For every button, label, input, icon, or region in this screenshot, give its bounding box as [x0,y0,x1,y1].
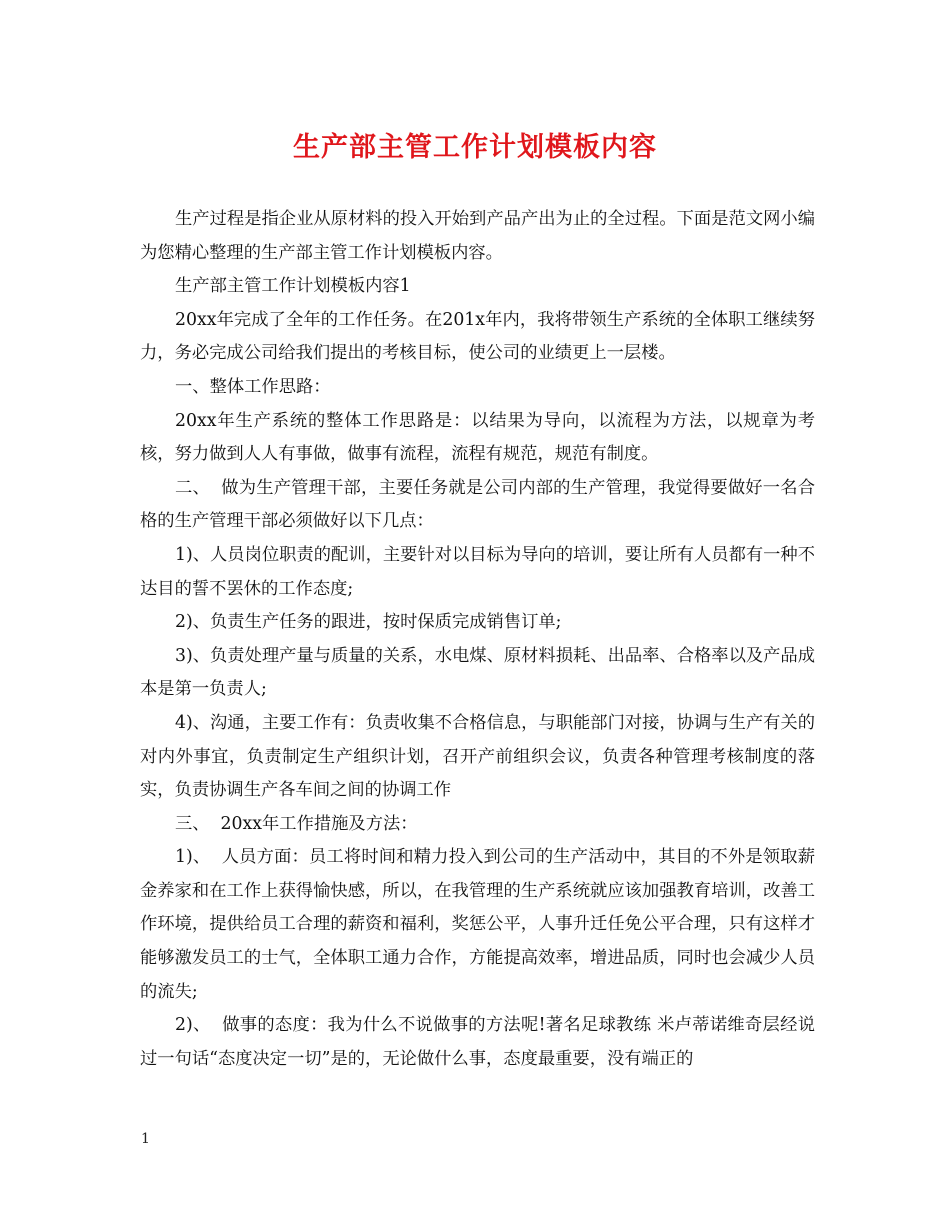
list-item: 3)、负责处理产量与质量的关系，水电煤、原材料损耗、出品率、合格率以及产品成本是第一负责人; [140,645,815,700]
paragraph: 20xx年完成了全年的工作任务。在201x年内，我将带领生产系统的全体职工继续努力，务必完成公司给我们提出的考核目标，使公司的业绩更上一层楼。 [140,309,815,364]
section-heading: 二、 做为生产管理干部，主要任务就是公司内部的生产管理，我觉得要做好一名合格的生产管理干部必须做好以下几点： [140,477,815,532]
list-item: 2)、 做事的态度：我为什么不说做事的方法呢!著名足球教练 米卢蒂诺维奇层经说过一句话“态度决定一切”是的，无论做什么事，态度最重要，没有端正的 [140,1015,815,1069]
list-item: 1)、人员岗位职责的配训，主要针对以目标为导向的培训，要让所有人员都有一种不达目的誓不罢休的工作态度; [140,544,815,599]
document-body [140,203,815,1076]
page-number: 1 [141,1131,150,1147]
section-heading: 一、整体工作思路： [175,376,331,397]
section-heading: 三、 20xx年工作措施及方法： [175,813,418,834]
document-title: 生产部主管工作计划模板内容 [293,132,657,163]
list-item: 1)、 人员方面：员工将时间和精力投入到公司的生产活动中，其目的不外是领取薪金养家和在工作上获得愉快感，所以，在我管理的生产系统就应该加强教育培训，改善工作环境，提供给员工合理的薪资和福利，奖惩公平，人事升迁任免公平合理，只有这样才能够激发员工的士气，全体职工通力合作，方能提高效率，增进品质，同时也会减少人员的流失; [140,847,815,1002]
list-item: 4)、沟通，主要工作有：负责收集不合格信息，与职能部门对接，协调与生产有关的对内外事宜，负责制定生产组织计划，召开产前组织会议，负责各种管理考核制度的落实，负责协调生产各车间之间的协调工作 [140,712,815,801]
paragraph: 20xx年生产系统的整体工作思路是：以结果为导向，以流程为方法，以规章为考核，努力做到人人有事做，做事有流程，流程有规范，规范有制度。 [140,410,815,465]
list-item: 2)、负责生产任务的跟进，按时保质完成销售订单; [175,612,562,633]
paragraph: 生产部主管工作计划模板内容1 [175,276,411,297]
paragraph: 生产过程是指企业从原材料的投入开始到产品产出为止的全过程。下面是范文网小编为您精心整理的生产部主管工作计划模板内容。 [140,209,815,263]
